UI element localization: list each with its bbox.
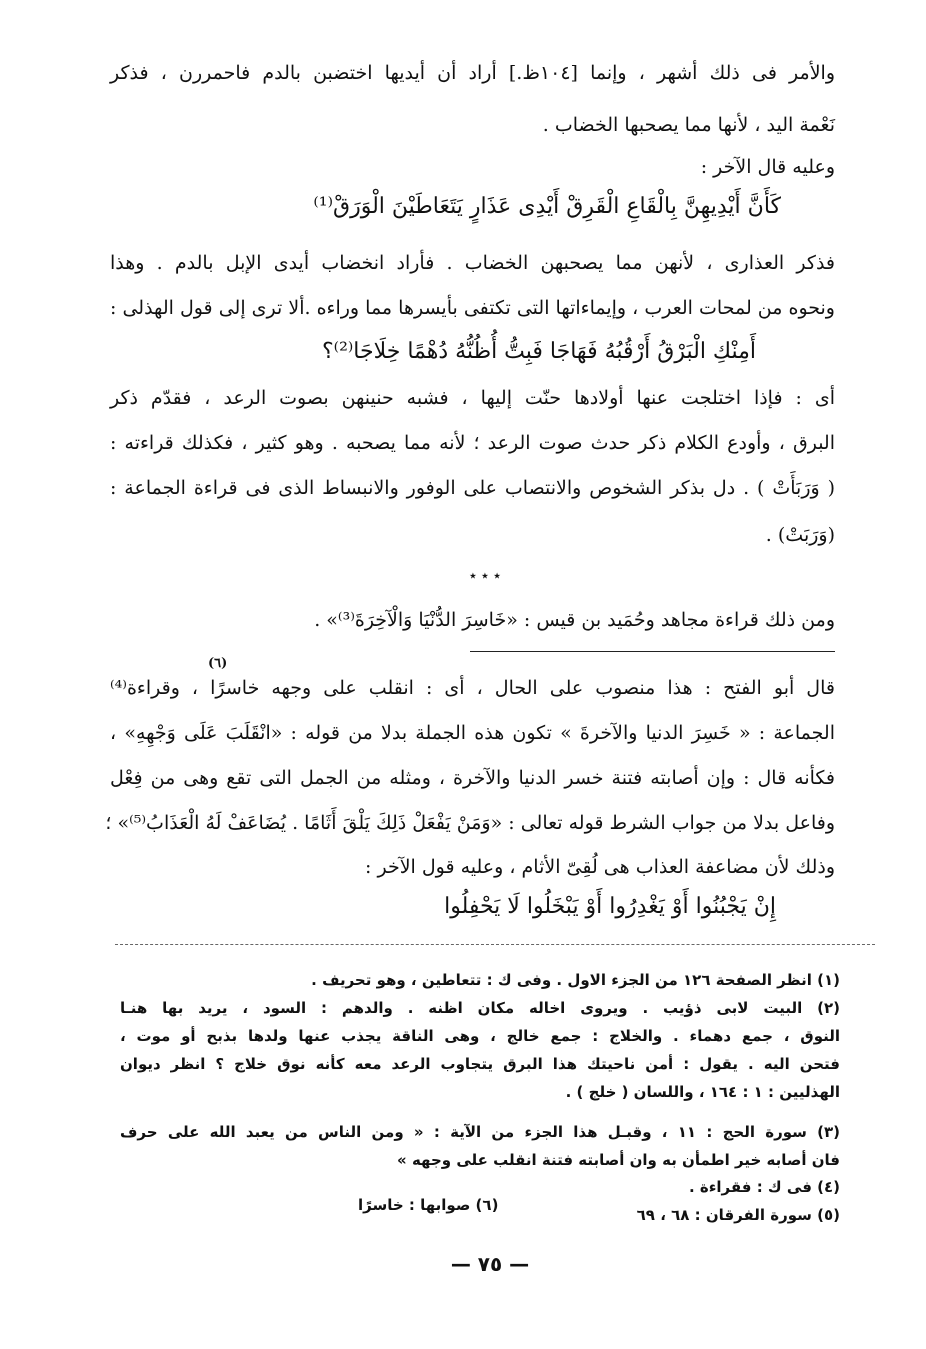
body-line: نَعْمة اليد ، لأنها مما يصحبها الخضاب . [542,114,835,136]
footnote-2-line: (٢) البيت لابى ذؤيب . ويروى اخاله مكان اظنه . والدهم : السود ، يريد بها هنـا [120,999,840,1017]
body-line: فكأنه قال : وإن أصابته فتنة خسر الدنيا والآخرة ، ومثله من الجمل التى تقع وهى من فِعْل [110,767,835,789]
section-heading-line: ومن ذلك قراءة مجاهد وحُمَيد بن قيس : «خَاسِرَ الدُّنْيَا وَالْآخِرَةَ⁽³⁾» . [314,609,835,631]
footnote-2-line: فتحن اليه . يقول : أمن ناحيتك هذا البرق يتجاوب الرعد معه كأنه نوق خلاج ؟ انظر ديوان [120,1055,840,1073]
verse-line: كَأَنَّ أَيْدِيهِنَّ بِالْقَاعِ الْقَرِقْ أَيْدِى عَذَارٍ يَتَعَاطَيْنَ الْوَرَقْ⁽¹⁾ [313,194,781,219]
footnote-4: (٤) فى ك : فقراءة . [688,1178,840,1196]
body-line: فذكر العذارى ، لأنهن مما يصحبهن الخضاب . فأراد انخضاب أيدى الإبل بالدم . وهذا [110,252,835,274]
section-separator: ٭ ٭ ٭ [469,568,501,584]
footnote-1: (١) انظر الصفحة ١٢٦ من الجزء الاول . وفى ك : تتعاطين ، وهو تحريف . [311,971,840,989]
footnote-3-line: (٣) سورة الحج : ١١ ، وقبـل هذا الجزء من الآية : « ومن الناس من يعبد الله على حرف [120,1123,840,1141]
footnote-3-line: فان أصابه خير اطمأن به وان أصابته فتنة انقلب على وجهه » [397,1151,840,1169]
body-line: ( وَرَبَأَتْ ) . دل بذكر الشخوص والانتصاب على الوفور والانبساط الذى فى قراءة الجماعة : [110,477,835,499]
body-line: قال أبو الفتح : هذا منصوب على الحال ، أى : انقلب على وجهه خاسرًا ، وقراءة⁽⁴⁾ [110,677,835,699]
body-line: البرق ، وأودع الكلام ذكر حدث صوت الرعد ؛ لأنه مما يصحبه . وهو كثير ، فكذلك قراءته : [110,432,835,454]
page-number: — ٧٥ — [450,1252,530,1276]
verse-line: إِنْ يَجْبُنُوا أَوْ يَغْدِرُوا أَوْ يَبْخَلُوا لَا يَحْفِلُوا [444,894,776,919]
body-line: والأمر فى ذلك أشهر ، وإنما [١٠٤ظ.] أراد أن أيديها اختضبن بالدم فاحمررن ، فذكر [110,62,835,84]
body-line: أى : فإذا اختلجت عنها أولادها حنّت إليها ، فشبه حنينهن بصوت الرعد ، فقدّم ذكر [110,387,835,409]
body-line: (وَرَبَتْ) . [765,524,835,546]
footnote-6: (٦) صوابها : خاسرًا [358,1196,499,1214]
body-line: ونحوه من لمحات العرب ، وإيماءاتها التى تكتفى بأيسرها مما وراءه .ألا ترى إلى قول الهذلى : [110,297,835,319]
footnote-2-line: الهذليين : ١ : ١٦٤ ، واللسان ( خلج ) . [565,1083,840,1101]
body-line: وفاعل بدلا من جواب الشرط قوله تعالى : «وَمَنْ يَفْعَلْ ذَلِكَ يَلْقَ أَثَامًا . يُضَاعَفْ لَهُ الْعَذَابُ⁽⁵⁾» ؛ [105,812,835,834]
footnote-2-line: النوق ، جمع دهماء . والخلاج : جمع خالج ، وهى الناقة يجذب عنها ولدها بذبح أو موت ، [120,1027,840,1045]
body-line: وذلك لأن مضاعفة العذاب هى لُقِىّ الأثام ، وعليه قول الآخر : [365,856,835,878]
footnote-divider [115,944,875,945]
body-line: وعليه قال الآخر : [700,156,835,178]
verse-line: أَمِنْكِ الْبَرْقُ أَرْقُبُهُ فَهَاجَا فَبِتُّ أُظُنُّهُ دُهْمًا خِلَاجَا⁽²⁾؟ [321,339,756,364]
divider [470,651,835,652]
body-line: الجماعة : « خَسِرَ الدنيا والآخرةَ » تكون هذه الجملة بدلا من قوله : «انْقَلَبَ عَلَى وَجْهِهِ» ، [110,722,835,744]
footnote-marker-6: (٦) [208,656,228,671]
footnote-5: (٥) سورة الفرقان : ٦٨ ، ٦٩ [636,1206,840,1224]
